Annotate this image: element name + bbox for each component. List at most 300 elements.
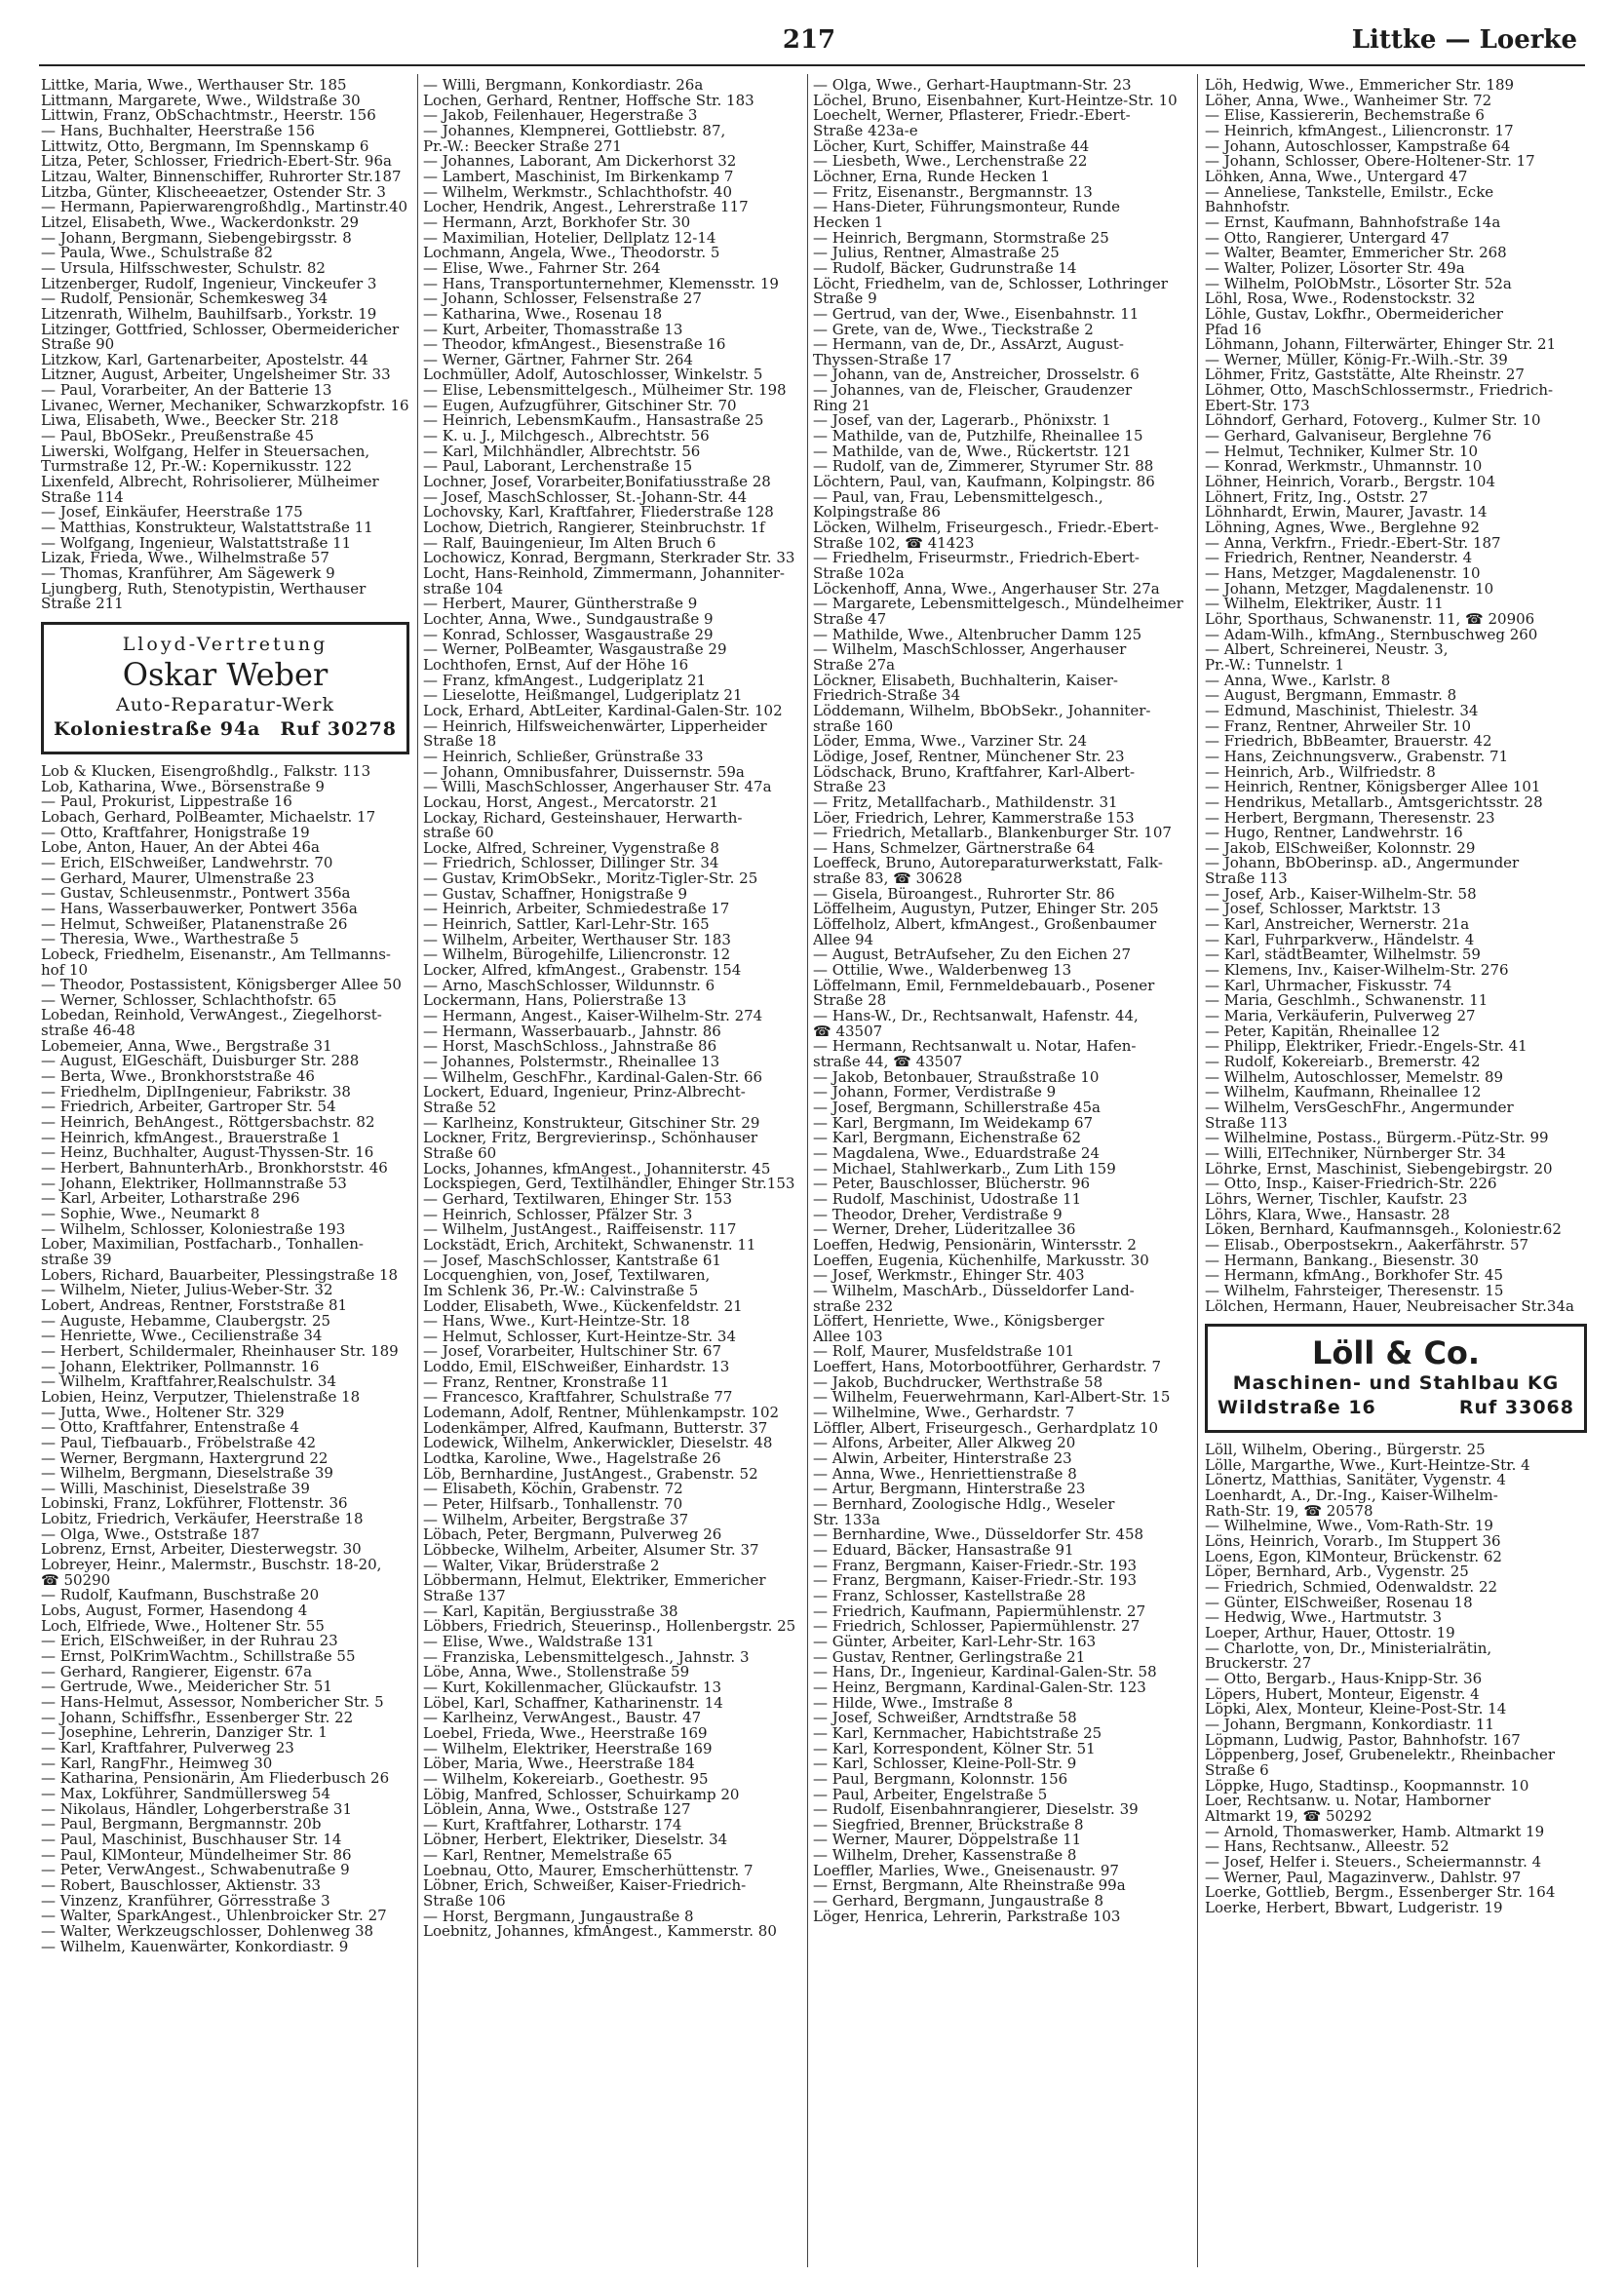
directory-entry: Lodewick, Wilhelm, Ankerwickler, Dieselstr. 48 <box>423 1434 773 1452</box>
directory-entry: Locht, Hans-Reinhold, Zimmermann, Johanniter- <box>423 564 785 582</box>
directory-entry: — Walter, SparkAngest., Uhlenbroicker Str. 27 <box>41 1907 387 1925</box>
ad-business: Maschinen- und Stahlbau KG <box>1232 1372 1560 1395</box>
directory-entry: — Gerhard, Bergmann, Jungaustraße 8 <box>813 1892 1103 1910</box>
directory-entry: Löffelmann, Emil, Fernmeldebauarb., Posener <box>813 976 1155 994</box>
directory-entry: — Theodor, Dreher, Verdistraße 9 <box>813 1205 1063 1223</box>
directory-entry: — Helmut, Schlosser, Kurt-Heintze-Str. 34 <box>423 1327 737 1345</box>
directory-entry: — Otto, Rangierer, Untergard 47 <box>1205 228 1450 247</box>
directory-entry: — Paul, Bergmann, Bergmannstr. 20b <box>41 1815 322 1833</box>
directory-entry: Loeffler, Marlies, Wwe., Gneisenaustr. 97 <box>813 1861 1119 1879</box>
directory-entry: Locke, Alfred, Schreiner, Vygenstraße 8 <box>423 838 719 857</box>
directory-entry: Löhmer, Fritz, Gaststätte, Alte Rheinstr. 27 <box>1205 366 1525 384</box>
directory-entry: — Wilhelm, GeschFhr., Kardinal-Galen-Str. 66 <box>423 1067 763 1086</box>
directory-entry: Straße 9 <box>813 289 877 308</box>
directory-entry: — Wilhelmine, Wwe., Vom-Rath-Str. 19 <box>1205 1517 1493 1535</box>
directory-entry: — Jakob, Betonbauer, Straußstraße 10 <box>813 1067 1100 1086</box>
directory-entry: — Hermann, kfmAng., Borkhofer Str. 45 <box>1205 1266 1504 1285</box>
ad-company-name: Oskar Weber <box>122 655 329 693</box>
directory-entry: — Herbert, BahnunterhArb., Bronkhorststr. 46 <box>41 1159 388 1177</box>
directory-entry: Liwerski, Wolfgang, Helfer in Steuersachen, <box>41 442 370 460</box>
directory-entry: — Josef, MaschSchlosser, St.-Johann-Str. 44 <box>423 487 748 506</box>
directory-entry: Loer, Rechtsanw. u. Notar, Hamborner <box>1205 1792 1491 1810</box>
directory-entry: — Ernst, PolKrimWachtm., Schillstraße 55 <box>41 1647 356 1666</box>
directory-entry: Lockstädt, Erich, Architekt, Schwanenstr. 11 <box>423 1235 756 1254</box>
directory-entry: — Peter, VerwAngest., Schwabenutraße 9 <box>41 1861 350 1879</box>
directory-entry: — Johann, Elektriker, Pollmannstr. 16 <box>41 1357 320 1375</box>
ad-business: Auto-Reparatur-Werk <box>115 693 335 715</box>
directory-entry: Lobrenz, Ernst, Arbeiter, Diesterwegstr. 30 <box>41 1540 362 1559</box>
directory-entry: Straße 47 <box>813 609 887 628</box>
directory-entry: Lock, Erhard, AbtLeiter, Kardinal-Galen-Str. 102 <box>423 701 783 719</box>
advertisement-loell-co <box>1205 1324 1587 1433</box>
directory-entry: — Heinrich, Rentner, Königsberger Allee 101 <box>1205 778 1541 796</box>
directory-entry: — Karl, Uhrmacher, Fiskusstr. 74 <box>1205 976 1452 994</box>
directory-entry: Löchner, Erna, Runde Hecken 1 <box>813 167 1051 185</box>
directory-entry: Löddemann, Wilhelm, BbObSekr., Johanniter- <box>813 701 1151 719</box>
directory-entry: Lockner, Fritz, Bergrevierinsp., Schönhauser <box>423 1129 758 1147</box>
directory-entry: — Wilhelm, Dreher, Kassenstraße 8 <box>813 1846 1077 1865</box>
directory-entry: — Günter, ElSchweißer, Rosenau 18 <box>1205 1593 1473 1611</box>
directory-entry: — Theodor, kfmAngest., Biesenstraße 16 <box>423 335 726 354</box>
directory-entry: — Franz, Bergmann, Kaiser-Friedr.-Str. 193 <box>813 1571 1138 1590</box>
directory-entry: — Josef, Schlosser, Marktstr. 13 <box>1205 900 1441 918</box>
directory-entry: — Gerhard, Maurer, Ulmenstraße 23 <box>41 868 315 887</box>
directory-entry: — Hans, Zeichnungsverw., Grabenstr. 71 <box>1205 747 1509 765</box>
directory-entry: Löpers, Hubert, Monteur, Eigenstr. 4 <box>1205 1684 1480 1703</box>
directory-entry: Löcken, Wilhelm, Friseurgesch., Friedr.-Ebert- <box>813 519 1159 537</box>
directory-entry: — Wilhelm, Kauenwärter, Konkordiastr. 9 <box>41 1937 349 1955</box>
directory-entry: Löhrs, Klara, Wwe., Hansastr. 28 <box>1205 1205 1450 1223</box>
directory-entry: — Hermann, Arzt, Borkhofer Str. 30 <box>423 212 691 231</box>
directory-entry: Locquenghien, von, Josef, Textilwaren, <box>423 1266 711 1285</box>
directory-entry: — Theodor, Postassistent, Königsberger Allee 50 <box>41 976 402 994</box>
directory-entry: — Wilhelm, PolObMstr., Lösorter Str. 52a <box>1205 274 1512 292</box>
running-header: Littke — Loerke <box>1351 25 1577 55</box>
directory-entry: — Grete, van de, Wwe., Tieckstraße 2 <box>813 320 1094 338</box>
directory-entry: ☎ 50290 <box>41 1570 111 1589</box>
directory-entry: — Herbert, Schildermaler, Rheinhauser Str. 189 <box>41 1341 399 1360</box>
directory-entry: — Alwin, Arbeiter, Hinterstraße 23 <box>813 1449 1072 1468</box>
directory-entry: — Otto, Bergarb., Haus-Knipp-Str. 36 <box>1205 1670 1483 1687</box>
directory-entry: Lochner, Josef, Vorarbeiter,Bonifatiusstraße 28 <box>423 473 771 491</box>
directory-entry: — Werner, PolBeamter, Wasgaustraße 29 <box>423 640 727 659</box>
column-1 <box>41 78 409 1954</box>
directory-entry: Littke, Maria, Wwe., Werthauser Str. 185 <box>41 78 347 94</box>
directory-entry: — Franz, Rentner, Kronstraße 11 <box>423 1372 670 1391</box>
directory-entry: — Hans-Dieter, Führungsmonteur, Runde <box>813 198 1121 216</box>
directory-entry: — Hans, Dr., Ingenieur, Kardinal-Galen-Str. 58 <box>813 1663 1157 1681</box>
directory-entry: Loeper, Arthur, Hauer, Ottostr. 19 <box>1205 1624 1455 1642</box>
directory-entry: — Elisab., Oberpostsekrn., Aakerfährstr. 57 <box>1205 1235 1529 1254</box>
directory-entry: — Walter, Beamter, Emmericher Str. 268 <box>1205 244 1507 262</box>
directory-entry: — Wilhelm, Kokereiarb., Goethestr. 95 <box>423 1769 709 1788</box>
directory-entry: — Rudolf, Maschinist, Udostraße 11 <box>813 1189 1082 1208</box>
directory-entry: — Josef, Einkäufer, Heerstraße 175 <box>41 503 303 521</box>
directory-entry: — Gerhard, Textilwaren, Ehinger Str. 153 <box>423 1189 733 1208</box>
directory-entry: — Wolfgang, Ingenieur, Walstattstraße 11 <box>41 533 352 552</box>
directory-entry: Loens, Egon, KlMonteur, Brückenstr. 62 <box>1205 1547 1502 1565</box>
directory-entry: — Friedrich, Schlosser, Dillinger Str. 34 <box>423 854 719 872</box>
directory-entry: — Johann, Metzger, Magdalenenstr. 10 <box>1205 579 1494 598</box>
directory-entry: — Kurt, Kokillenmacher, Glückaufstr. 13 <box>423 1678 722 1696</box>
directory-entry: Loeffen, Hedwig, Pensionärin, Wintersstr. 2 <box>813 1235 1137 1254</box>
directory-entry: Lödschack, Bruno, Kraftfahrer, Karl-Albert- <box>813 762 1136 781</box>
directory-entry: — Werner, Schlosser, Schlachthofstr. 65 <box>41 990 337 1009</box>
directory-entry: Bahnhofstr. <box>1205 198 1291 216</box>
directory-entry: — Paul, KlMonteur, Mündelheimer Str. 86 <box>41 1845 352 1864</box>
directory-entry: — Gustav, Schleusenmstr., Pontwert 356a <box>41 884 351 903</box>
directory-entry: — Mathilde, van de, Wwe., Rückertstr. 121 <box>813 442 1132 460</box>
ad-phone: Ruf 33068 <box>1458 1397 1574 1419</box>
directory-entry: — Vinzenz, Kranführer, Görresstraße 3 <box>41 1891 330 1910</box>
directory-entry: — Heinrich, kfmAngest., Brauerstraße 1 <box>41 1128 341 1146</box>
directory-entry: — Heinrich, Arb., Wilfriedstr. 8 <box>1205 762 1436 781</box>
directory-entry: Locher, Hendrik, Angest., Lehrerstraße 117 <box>423 198 749 216</box>
directory-entry: — Heinrich, Hilfsweichenwärter, Lipperheider <box>423 716 767 735</box>
directory-entry: — Friedrich, BbBeamter, Brauerstr. 42 <box>1205 732 1492 751</box>
directory-entry: Thyssen-Straße 17 <box>813 350 952 368</box>
directory-entry: Litza, Peter, Schlosser, Friedrich-Ebert-Str. 96a <box>41 152 392 171</box>
directory-entry: Loeffeck, Bruno, Autoreparaturwerkstatt, Falk- <box>813 854 1163 872</box>
directory-entry: — Wilhelm, VersGeschFhr., Angermunder <box>1205 1098 1514 1116</box>
directory-entry: — Josef, Bergmann, Schillerstraße 45a <box>813 1098 1101 1116</box>
directory-entry: — Auguste, Hebamme, Claubergstr. 25 <box>41 1311 331 1330</box>
ad-company-name: Löll & Co. <box>1311 1334 1481 1372</box>
directory-entry: Straße 90 <box>41 335 115 354</box>
directory-entry: — Matthias, Konstrukteur, Walstattstraße 11 <box>41 519 373 537</box>
directory-entry: — Herbert, Maurer, Güntherstraße 9 <box>423 595 698 613</box>
directory-entry: — Franziska, Lebensmittelgesch., Jahnstr. 3 <box>423 1647 750 1666</box>
directory-entry: — Heinrich, BehAngest., Röttgersbachstr. 82 <box>41 1113 375 1132</box>
directory-entry: — Elise, Wwe., Fahrner Str. 264 <box>423 258 661 277</box>
directory-entry: — Hans, Schmelzer, Gärtnerstraße 64 <box>813 838 1096 857</box>
directory-entry: — Heinrich, Bergmann, Stormstraße 25 <box>813 228 1109 247</box>
directory-entry: — Karlheinz, Konstrukteur, Gitschiner Str. 29 <box>423 1113 760 1132</box>
directory-entry: — Friedrich, Schlosser, Papiermühlenstr. 27 <box>813 1617 1141 1636</box>
header-rule <box>39 64 1585 66</box>
directory-entry: — Hans-Helmut, Assessor, Nombericher Str. 5 <box>41 1693 384 1711</box>
directory-entry: — August, Bergmann, Emmastr. 8 <box>1205 686 1457 705</box>
directory-entry: — Friedrich, Arbeiter, Gartroper Str. 54 <box>41 1098 336 1116</box>
directory-entry: — Maximilian, Hotelier, Dellplatz 12-14 <box>423 228 716 247</box>
directory-entry: Lobeck, Friedhelm, Eisenanstr., Am Tellmanns- <box>41 945 391 963</box>
directory-entry: Lobe, Anton, Hauer, An der Abtei 46a <box>41 838 320 857</box>
directory-entry: — Arno, MaschSchlosser, Wildunnstr. 6 <box>423 976 715 994</box>
directory-entry: — Peter, Bauschlosser, Blücherstr. 96 <box>813 1175 1091 1193</box>
directory-entry: — Erich, ElSchweißer, Landwehrstr. 70 <box>41 853 333 871</box>
directory-entry: — Wilhelm, Schlosser, Koloniestraße 193 <box>41 1219 346 1238</box>
directory-entry: — Heinz, Buchhalter, August-Thyssen-Str. 16 <box>41 1143 374 1162</box>
directory-entry: — Paul, Prokurist, Lippestraße 16 <box>41 792 292 811</box>
directory-entry: Löhnert, Fritz, Ing., Oststr. 27 <box>1205 487 1429 506</box>
directory-entry: Altmarkt 19, ☎ 50292 <box>1205 1806 1373 1825</box>
directory-entry: Im Schlenk 36, Pr.-W.: Calvinstraße 5 <box>423 1281 699 1299</box>
directory-entry: Löbbecke, Wilhelm, Arbeiter, Alsumer Str. 37 <box>423 1541 759 1559</box>
directory-entry: — Johann, Elektriker, Hollmannstraße 53 <box>41 1174 347 1192</box>
directory-entry: — Paula, Wwe., Schulstraße 82 <box>41 244 273 262</box>
directory-entry: Litzba, Günter, Klischeeaetzer, Ostender Str. 3 <box>41 182 386 201</box>
directory-entry: — Wilhelm, Elektriker, Austr. 11 <box>1205 595 1444 613</box>
directory-entry: straße 44, ☎ 43507 <box>813 1053 963 1070</box>
directory-entry: Löher, Anna, Wwe., Wanheimer Str. 72 <box>1205 91 1492 109</box>
directory-entry: Löber, Maria, Wwe., Heerstraße 184 <box>423 1755 695 1773</box>
directory-entry: — Willi, ElTechniker, Nürnberger Str. 34 <box>1205 1143 1506 1162</box>
directory-entry: — Alfons, Arbeiter, Aller Alkweg 20 <box>813 1434 1076 1452</box>
directory-entry: straße 39 <box>41 1250 112 1268</box>
directory-entry: — Karl, Bergmann, Eichenstraße 62 <box>813 1129 1082 1147</box>
directory-entry: — Johann, Autoschlosser, Kampstraße 64 <box>1205 136 1511 155</box>
directory-entry: — Hans-W., Dr., Rechtsanwalt, Hafenstr. 44, <box>813 1007 1139 1025</box>
directory-entry: — Karl, Kapitän, Bergiusstraße 38 <box>423 1602 678 1620</box>
directory-entry: Löken, Bernhard, Kaufmannsgeh., Koloniestr.62 <box>1205 1220 1562 1239</box>
directory-entry: — Hans, Wasserbauwerker, Pontwert 356a <box>41 899 358 917</box>
directory-entry: — Karl, Anstreicher, Wernerstr. 21a <box>1205 915 1470 934</box>
directory-entry: — Hans, Rechtsanw., Alleestr. 52 <box>1205 1837 1450 1856</box>
directory-entry: Löpki, Alex, Monteur, Kleine-Post-Str. 14 <box>1205 1700 1507 1718</box>
directory-entry: Allee 103 <box>813 1327 883 1345</box>
directory-entry: — Wilhelmine, Postass., Bürgerm.-Pütz-Str. 99 <box>1205 1129 1549 1147</box>
directory-entry: — Paul, BbOSekr., Preußenstraße 45 <box>41 427 315 445</box>
directory-entry: Lobedan, Reinhold, VerwAngest., Ziegelhorst- <box>41 1006 382 1024</box>
directory-entry: — Josef, Schweißer, Arndtstraße 58 <box>813 1709 1077 1727</box>
directory-entry: — Klemens, Inv., Kaiser-Wilhelm-Str. 276 <box>1205 961 1509 980</box>
directory-entry: — Julius, Rentner, Almastraße 25 <box>813 244 1060 262</box>
directory-entry: — Josef, MaschSchlosser, Kantstraße 61 <box>423 1251 721 1269</box>
directory-entry: ☎ 43507 <box>813 1022 883 1040</box>
directory-entry: — Friedhelm, Friseurmstr., Friedrich-Ebert- <box>813 549 1140 567</box>
directory-entry: — Heinrich, Schlosser, Pfälzer Str. 3 <box>423 1205 693 1223</box>
directory-entry: Allee 94 <box>813 930 874 948</box>
directory-entry: — Jutta, Wwe., Holtener Str. 329 <box>41 1403 285 1421</box>
directory-entry: — Hedwig, Wwe., Hartmutstr. 3 <box>1205 1608 1443 1627</box>
directory-entry: — Ernst, Kaufmann, Bahnhofstraße 14a <box>1205 212 1501 231</box>
directory-entry: — Johann, van de, Anstreicher, Drosselstr. 6 <box>813 366 1140 384</box>
ad-address: Koloniestraße 94a <box>54 717 261 740</box>
directory-entry: — Josef, Helfer i. Steuers., Scheiermannstr. 4 <box>1205 1852 1542 1871</box>
directory-entry: Locker, Alfred, kfmAngest., Grabenstr. 154 <box>423 961 742 980</box>
column-divider <box>807 74 808 2267</box>
directory-entry: — August, BetrAufseher, Zu den Eichen 27 <box>813 946 1132 964</box>
directory-entry: Litzinger, Gottfried, Schlosser, Obermeidericher <box>41 320 400 338</box>
directory-entry: — Wilhelm, JustAngest., Raiffeisenstr. 117 <box>423 1220 737 1239</box>
directory-entry: — Peter, Hilfsarb., Tonhallenstr. 70 <box>423 1495 683 1514</box>
directory-entry: — Elise, Lebensmittelgesch., Mülheimer Str. 198 <box>423 381 787 400</box>
directory-entry: — Johannes, Polstermstr., Rheinallee 13 <box>423 1053 720 1070</box>
directory-entry: — Max, Lokführer, Sandmüllersweg 54 <box>41 1784 331 1802</box>
directory-entry: — Heinrich, Sattler, Karl-Lehr-Str. 165 <box>423 915 710 934</box>
directory-entry: — Johannes, Klempnerei, Gottliebstr. 87, <box>423 121 726 139</box>
directory-entry: — Anna, Wwe., Henriettienstraße 8 <box>813 1464 1077 1483</box>
directory-entry: — Walter, Vikar, Brüderstraße 2 <box>423 1556 660 1574</box>
directory-entry: — Karl, Kraftfahrer, Pulverweg 23 <box>41 1738 294 1756</box>
directory-entry: Str. 133a <box>813 1510 880 1528</box>
directory-entry: — Wilhelm, Autoschlosser, Memelstr. 89 <box>1205 1067 1504 1086</box>
directory-entry: Straße 113 <box>1205 869 1288 888</box>
directory-entry: Bruckerstr. 27 <box>1205 1654 1312 1673</box>
directory-entry: — Hans, Buchhalter, Heerstraße 156 <box>41 121 315 139</box>
directory-entry: Lödige, Josef, Rentner, Münchener Str. 23 <box>813 747 1125 765</box>
directory-entry: straße 83, ☎ 30628 <box>813 869 963 888</box>
directory-entry: Loechelt, Werner, Pflasterer, Friedr.-Ebert- <box>813 106 1131 125</box>
directory-entry: — Anna, Verkfrn., Friedr.-Ebert-Str. 187 <box>1205 533 1501 552</box>
directory-entry: Loebel, Frieda, Wwe., Heerstraße 169 <box>423 1723 708 1742</box>
directory-entry: — Kurt, Arbeiter, Thomasstraße 13 <box>423 320 683 338</box>
directory-entry: — Wilhelm, Fahrsteiger, Theresenstr. 15 <box>1205 1281 1504 1299</box>
directory-entry: — Theresia, Wwe., Warthestraße 5 <box>41 930 299 948</box>
directory-entry: Lob & Klucken, Eisengroßhdlg., Falkstr. 113 <box>41 761 371 780</box>
directory-entry: — Wilhelm, MaschArb., Düsseldorfer Land- <box>813 1281 1135 1299</box>
directory-entry: — Friedrich, Kaufmann, Papiermühlenstr. 27 <box>813 1602 1146 1620</box>
directory-entry: Löh, Hedwig, Wwe., Emmericher Str. 189 <box>1205 78 1515 94</box>
directory-entry: — Franz, Bergmann, Kaiser-Friedr.-Str. 193 <box>813 1556 1138 1574</box>
directory-entry: — Wilhelm, Kraftfahrer,Realschulstr. 34 <box>41 1372 337 1391</box>
directory-entry: Straße 52 <box>423 1098 497 1116</box>
directory-entry: Löhle, Gustav, Lokfhr., Obermeidericher <box>1205 304 1503 323</box>
directory-entry: — Nikolaus, Händler, Lohgerberstraße 31 <box>41 1799 353 1818</box>
column-2 <box>423 78 799 1940</box>
directory-entry: Löffelheim, Augustyn, Putzer, Ehinger Str. 205 <box>813 900 1159 918</box>
directory-entry: Straße 6 <box>1205 1760 1269 1779</box>
directory-entry: — Wilhelm, Werkmstr., Schlachthofstr. 40 <box>423 182 732 201</box>
directory-entry: — Helmut, Techniker, Kulmer Str. 10 <box>1205 442 1479 460</box>
directory-entry: — Josef, Arb., Kaiser-Wilhelm-Str. 58 <box>1205 884 1477 903</box>
directory-entry: — Karl, Bergmann, Im Weidekamp 67 <box>813 1113 1094 1132</box>
directory-entry: — Wilhelm, Bergmann, Dieselstraße 39 <box>41 1464 333 1483</box>
directory-entry: Löbner, Erich, Schweißer, Kaiser-Friedrich- <box>423 1876 747 1895</box>
directory-entry: — Hermann, Angest., Kaiser-Wilhelm-Str. 274 <box>423 1007 763 1025</box>
directory-entry: — Henriette, Wwe., Cecilienstraße 34 <box>41 1327 323 1345</box>
directory-entry: Lobert, Andreas, Rentner, Forststraße 81 <box>41 1295 348 1314</box>
directory-entry: — Wilhelm, MaschSchlosser, Angerhauser <box>813 640 1127 659</box>
directory-entry: Rath-Str. 19, ☎ 20578 <box>1205 1501 1373 1520</box>
directory-entry: — Anneliese, Tankstelle, Emilstr., Ecke <box>1205 182 1494 201</box>
directory-entry: — Hermann, Bankang., Biesenstr. 30 <box>1205 1251 1479 1269</box>
directory-entry: — Horst, MaschSchloss., Jahnstraße 86 <box>423 1037 717 1056</box>
directory-entry: — Olga, Wwe., Gerhart-Hauptmann-Str. 23 <box>813 78 1132 94</box>
directory-entry: — Philipp, Elektriker, Friedr.-Engels-Str. 41 <box>1205 1037 1527 1056</box>
directory-entry: — Mathilde, van de, Putzhilfe, Rheinallee 15 <box>813 427 1143 445</box>
directory-entry: Lixenfeld, Albrecht, Rohrisolierer, Mülheimer <box>41 473 379 491</box>
directory-entry: — Mathilde, Wwe., Altenbrucher Damm 125 <box>813 625 1142 643</box>
directory-entry: — Maria, Geschlmh., Schwanenstr. 11 <box>1205 991 1489 1010</box>
directory-entry: Straße 114 <box>41 487 124 506</box>
directory-entry: Lockspiegen, Gerd, Textilhändler, Ehinger Str.153 <box>423 1175 795 1193</box>
directory-entry: Ebert-Str. 173 <box>1205 396 1310 414</box>
column-3 <box>813 78 1189 1924</box>
directory-entry: — Fritz, Metallfacharb., Mathildenstr. 31 <box>813 792 1118 811</box>
directory-entry: — Wilhelm, Feuerwehrmann, Karl-Albert-Str. 15 <box>813 1388 1171 1407</box>
directory-entry: Lodemann, Adolf, Rentner, Mühlenkampstr. 102 <box>423 1404 780 1422</box>
directory-entry: — Johann, Schiffsfhr., Essenberger Str. 22 <box>41 1708 354 1726</box>
directory-entry: Löhr, Sporthaus, Schwanenstr. 11, ☎ 20906 <box>1205 609 1535 628</box>
directory-entry: — Johannes, Laborant, Am Dickerhorst 32 <box>423 152 737 171</box>
directory-entry: — Friedrich, Metallarb., Blankenburger Str. 107 <box>813 824 1172 842</box>
directory-entry: — Walter, Polizer, Lösorter Str. 49a <box>1205 258 1465 277</box>
directory-entry: Loenhardt, A., Dr.-Ing., Kaiser-Wilhelm- <box>1205 1486 1498 1505</box>
directory-entry: Loerke, Herbert, Bbwart, Ludgeristr. 19 <box>1205 1898 1503 1916</box>
directory-entry: — Werner, Müller, König-Fr.-Wilh.-Str. 39 <box>1205 350 1508 368</box>
directory-entry: Lockermann, Hans, Polierstraße 13 <box>423 991 687 1010</box>
directory-entry: — Otto, Insp., Kaiser-Friedrich-Str. 226 <box>1205 1175 1497 1193</box>
directory-entry: — Lieselotte, Heißmangel, Ludgeriplatz 21 <box>423 686 743 705</box>
directory-entry: Loeffen, Eugenia, Küchenhilfe, Markusstr. 30 <box>813 1251 1149 1269</box>
directory-entry: — Ernst, Bergmann, Alte Rheinstraße 99a <box>813 1876 1126 1895</box>
directory-entry: — Hermann, Papierwarengroßhdlg., Martinstr.40 <box>41 198 408 216</box>
directory-entry: Loerke, Gottlieb, Bergm., Essenberger Str. 164 <box>1205 1883 1556 1902</box>
directory-entry: Friedrich-Straße 34 <box>813 686 961 705</box>
directory-entry: Löhmann, Johann, Filterwärter, Ehinger Str. 21 <box>1205 335 1557 354</box>
directory-entry: — Josef, van der, Lagerarb., Phönixstr. 1 <box>813 411 1111 430</box>
ad-tagline: Lloyd-Vertretung <box>122 633 329 655</box>
directory-entry: — Liesbeth, Wwe., Lerchenstraße 22 <box>813 152 1088 171</box>
directory-entry: Pfad 16 <box>1205 320 1262 338</box>
directory-entry: — Gertrud, van der, Wwe., Eisenbahnstr. 11 <box>813 304 1140 323</box>
directory-entry: Lönertz, Matthias, Sanitäter, Vygenstr. 4 <box>1205 1471 1506 1489</box>
directory-entry: Straße 102, ☎ 41423 <box>813 533 975 552</box>
directory-entry: — Wilhelm, Elektriker, Heerstraße 169 <box>423 1739 713 1757</box>
directory-entry: Lochovsky, Karl, Kraftfahrer, Fliederstraße 128 <box>423 503 774 521</box>
directory-entry: Löper, Bernhard, Arb., Vygenstr. 25 <box>1205 1563 1469 1581</box>
directory-entry: — Paul, Bergmann, Kolonnstr. 156 <box>813 1769 1068 1788</box>
directory-entry: Lodenkämper, Alfred, Kaufmann, Butterstr. 37 <box>423 1418 768 1437</box>
directory-entry: Lockau, Horst, Angest., Mercatorstr. 21 <box>423 792 719 811</box>
directory-entry: Lockert, Eduard, Ingenieur, Prinz-Albrecht- <box>423 1083 746 1101</box>
directory-entry: — Konrad, Schlosser, Wasgaustraße 29 <box>423 625 714 643</box>
directory-entry: — Hugo, Rentner, Landwehrstr. 16 <box>1205 824 1463 842</box>
directory-entry: — Albert, Schreinerei, Neustr. 3, <box>1205 640 1449 659</box>
directory-entry: straße 160 <box>813 716 894 735</box>
directory-entry: — Francesco, Kraftfahrer, Schulstraße 77 <box>423 1388 733 1407</box>
directory-entry: — Robert, Bauschlosser, Aktienstr. 33 <box>41 1875 322 1894</box>
directory-entry: — Karl, Milchhändler, Albrechtstr. 56 <box>423 442 701 460</box>
directory-entry: — Erich, ElSchweißer, in der Ruhrau 23 <box>41 1632 338 1650</box>
directory-entry: — Helmut, Schweißer, Platanenstraße 26 <box>41 914 348 933</box>
directory-entry: — Werner, Bergmann, Haxtergrund 22 <box>41 1448 329 1467</box>
directory-entry: straße 232 <box>813 1296 894 1315</box>
directory-entry: Löhnhardt, Erwin, Maurer, Javastr. 14 <box>1205 503 1488 521</box>
directory-entry: Littmann, Margarete, Wwe., Wildstraße 30 <box>41 91 361 109</box>
directory-entry: — Eugen, Aufzugführer, Gitschiner Str. 70 <box>423 396 737 414</box>
directory-entry: Lölle, Margarthe, Wwe., Kurt-Heintze-Str. 4 <box>1205 1455 1530 1474</box>
directory-entry: Lochmann, Angela, Wwe., Theodorstr. 5 <box>423 244 720 262</box>
directory-entry: — Ursula, Hilfsschwester, Schulstr. 82 <box>41 258 326 277</box>
directory-entry: — Bernhardine, Wwe., Düsseldorfer Str. 458 <box>813 1525 1144 1544</box>
directory-entry: Lochthofen, Ernst, Auf der Höhe 16 <box>423 655 689 674</box>
directory-entry: — Heinrich, LebensmKaufm., Hansastraße 25 <box>423 411 764 430</box>
directory-entry: — Johann, BbOberinsp. aD., Angermunder <box>1205 854 1520 872</box>
directory-entry: — Hermann, Rechtsanwalt u. Notar, Hafen- <box>813 1037 1137 1056</box>
directory-entry: Litzenrath, Wilhelm, Bauhilfsarb., Yorkstr. 19 <box>41 304 377 323</box>
directory-entry: — Heinz, Bergmann, Kardinal-Galen-Str. 123 <box>813 1678 1146 1696</box>
directory-entry: — Heinrich, Arbeiter, Schmiedestraße 17 <box>423 900 730 918</box>
ad-address: Wildstraße 16 <box>1218 1397 1376 1419</box>
directory-entry: — Friedhelm, DiplIngenieur, Fabrikstr. 38 <box>41 1082 351 1100</box>
directory-entry: — Thomas, Kranführer, Am Sägewerk 9 <box>41 564 335 582</box>
directory-entry: — Johann, Schlosser, Felsenstraße 27 <box>423 289 702 308</box>
directory-entry: Lochowicz, Konrad, Bergmann, Sterkrader Str. 33 <box>423 549 795 567</box>
directory-entry: Straße 60 <box>423 1143 497 1162</box>
directory-entry: — Werner, Maurer, Döppelstraße 11 <box>813 1831 1082 1849</box>
advertisement-oskar-weber <box>41 622 409 754</box>
directory-entry: — Rolf, Maurer, Musfeldstraße 101 <box>813 1342 1075 1361</box>
directory-entry: Löbel, Karl, Schaffner, Katharinenstr. 14 <box>423 1693 723 1712</box>
directory-entry: — Werner, Dreher, Lüderitzallee 36 <box>813 1220 1076 1239</box>
page-number: 217 <box>782 25 836 55</box>
directory-entry: Lochen, Gerhard, Rentner, Hoffsche Str. 183 <box>423 91 754 109</box>
directory-entry: Littwin, Franz, ObSchachtmstr., Heerstr. 156 <box>41 106 376 125</box>
directory-entry: — Paul, Maschinist, Buschhauser Str. 14 <box>41 1830 342 1848</box>
directory-entry: Lobach, Gerhard, PolBeamter, Michaelstr. 17 <box>41 807 376 826</box>
